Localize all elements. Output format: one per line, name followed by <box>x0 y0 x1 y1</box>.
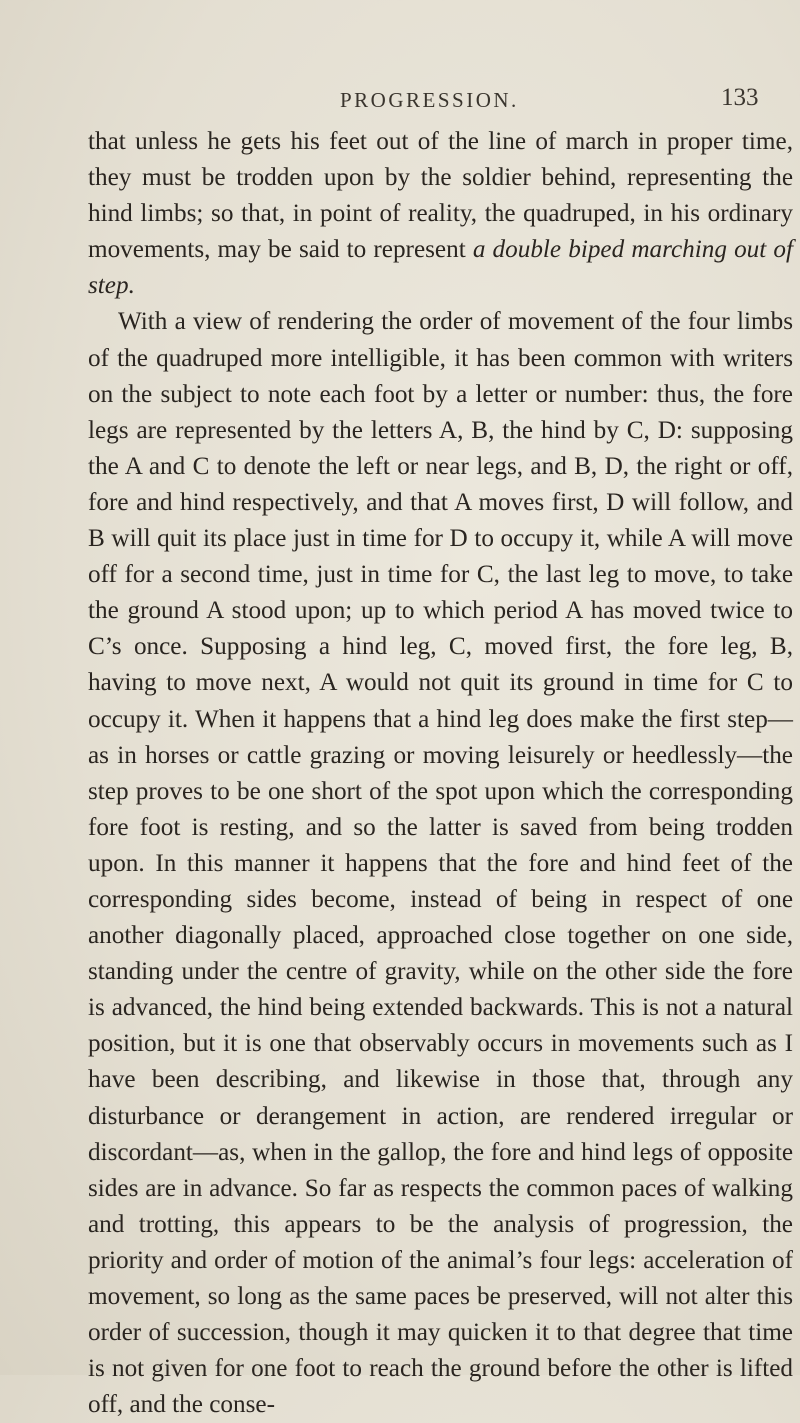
paragraph-1-text: that unless he gets his feet out of the line of march in proper time, they must be trodden upon by the soldier behind, representing the hind limbs; so that, in point of reality, the quadruped, in his ordinary movements, may be said to represent <box>88 128 793 264</box>
paragraph-2-text: With a view of rendering the order of movement of the four limbs of the quadruped more intelligible, it has been common with writers on the subject to note each foot by a letter or number: thus, the fore legs are represented by the letters A, B, the hind by C, D: supposing the A and C to denote the left or near legs, and B, D, the right or off, fore and hind respectively, and that A moves first, D will follow, and B will quit its place just in time for D to occupy it, while A will move off for a second time, just in time for C, the last leg to move, to take the ground A stood upon; up to which period A has moved twice to C’s once. Supposing a hind leg, C, moved first, the fore leg, B, having to move next, A would not quit its ground in time for C to occupy it. When it happens that a hind leg does make the first step—as in horses or cattle grazing or moving leisurely or heedlessly—the step proves to be one short of the spot upon which the corresponding fore foot is resting, and so the latter is saved from being trodden upon. In this manner it happens that the fore and hind feet of the corresponding sides become, instead of being in respect of one another diagonally placed, approached close together on one side, standing under the centre of gravity, while on the other side the fore is advanced, the hind being extended backwards. This is not a natural position, but it is one that observably occurs in movements such as I have been describing, and likewise in those that, through any disturbance or derangement in action, are rendered irregular or discordant—as, when in the gallop, the fore and hind legs of opposite sides are in advance. So far as respects the common paces of walking and trotting, this appears to be the analysis of progression, the priority and order of motion of the animal’s four legs: acceleration of movement, so long as the same paces be preserved, will not alter this order of succession, though it may quicken it to that degree that time is not given for one foot to reach the ground before the other is lifted off, and the conse- <box>88 308 793 1419</box>
paragraph-2 <box>88 304 793 1423</box>
running-head <box>0 78 800 118</box>
page-number: 133 <box>721 84 759 111</box>
paragraph-1 <box>88 124 793 304</box>
body-text <box>88 124 793 1423</box>
running-title: PROGRESSION. <box>340 88 519 112</box>
paragraph-1-italic: a double biped marching out of step. <box>88 236 793 300</box>
